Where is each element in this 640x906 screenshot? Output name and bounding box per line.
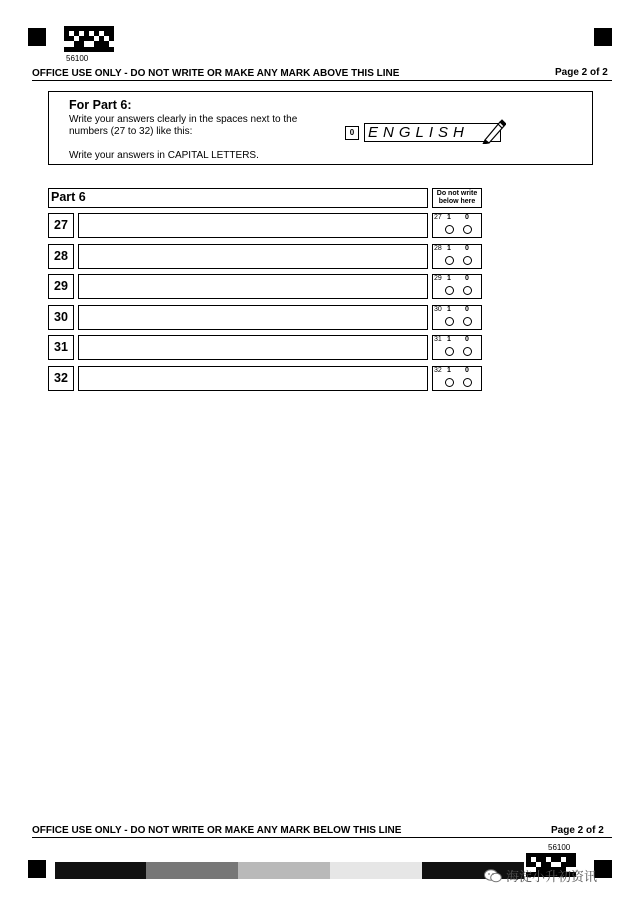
- question-row: [48, 244, 484, 269]
- mark-zero-bubble: [463, 347, 472, 356]
- instructions-title: For Part 6:: [69, 98, 132, 112]
- marking-number: 32: [434, 367, 442, 374]
- example-number: 0: [345, 126, 359, 140]
- marking-number: 28: [434, 245, 442, 252]
- mark-zero-label: 0: [465, 306, 469, 313]
- answer-field[interactable]: [78, 213, 428, 238]
- form-code-top: 56100: [66, 54, 89, 63]
- mark-zero-bubble: [463, 256, 472, 265]
- bottom-divider: [32, 837, 612, 838]
- question-number: 28: [48, 244, 74, 269]
- part-6-header: [48, 188, 428, 208]
- mark-zero-label: 0: [465, 336, 469, 343]
- marking-box: [432, 274, 482, 299]
- watermark: [484, 866, 597, 885]
- part-title: Part 6: [51, 190, 86, 204]
- mark-zero-label: 0: [465, 275, 469, 282]
- question-number: 31: [48, 335, 74, 360]
- answer-field[interactable]: [78, 274, 428, 299]
- watermark-text: 海淀小升初资讯: [506, 869, 598, 884]
- mark-one-label: 1: [447, 214, 451, 221]
- example-word: ENGLISH: [368, 124, 469, 141]
- pencil-icon: [482, 118, 506, 144]
- mark-one-label: 1: [447, 306, 451, 313]
- example-answer-field: [364, 123, 501, 142]
- mark-zero-label: 0: [465, 214, 469, 221]
- mark-one-bubble: [445, 225, 454, 234]
- marking-number: 30: [434, 306, 442, 313]
- question-number: 30: [48, 305, 74, 330]
- registration-mark-top-left: [28, 28, 46, 46]
- question-row: [48, 335, 484, 360]
- calibration-bar-black: [55, 862, 146, 879]
- mark-one-label: 1: [447, 275, 451, 282]
- top-divider: [32, 80, 612, 81]
- answer-field[interactable]: [78, 335, 428, 360]
- answer-field[interactable]: [78, 305, 428, 330]
- top-barcode: [64, 26, 114, 52]
- marking-number: 31: [434, 336, 442, 343]
- instructions-box: [48, 91, 593, 165]
- question-row: [48, 305, 484, 330]
- marking-box: [432, 213, 482, 238]
- mark-one-label: 1: [447, 245, 451, 252]
- instructions-line-2: numbers (27 to 32) like this:: [69, 126, 193, 137]
- mark-one-bubble: [445, 347, 454, 356]
- calibration-bar-dark-grey: [146, 862, 238, 879]
- answer-field[interactable]: [78, 366, 428, 391]
- mark-zero-bubble: [463, 286, 472, 295]
- calibration-bar-light-grey: [330, 862, 422, 879]
- marking-number: 29: [434, 275, 442, 282]
- instructions-line-3: Write your answers in CAPITAL LETTERS.: [69, 150, 259, 161]
- mark-one-bubble: [445, 378, 454, 387]
- question-row: [48, 213, 484, 238]
- mark-zero-bubble: [463, 225, 472, 234]
- mark-one-label: 1: [447, 336, 451, 343]
- wechat-icon: [484, 869, 502, 883]
- mark-one-label: 1: [447, 367, 451, 374]
- question-number: 27: [48, 213, 74, 238]
- do-not-write-box: Do not write below here: [432, 188, 482, 208]
- marking-box: [432, 244, 482, 269]
- office-use-bottom-notice: OFFICE USE ONLY - DO NOT WRITE OR MAKE ANY MARK BELOW THIS LINE: [32, 825, 402, 836]
- marking-box: [432, 366, 482, 391]
- mark-zero-label: 0: [465, 245, 469, 252]
- question-number: 29: [48, 274, 74, 299]
- instructions-line-1: Write your answers clearly in the spaces next to the: [69, 114, 298, 125]
- registration-mark-top-right: [594, 28, 612, 46]
- form-code-bottom: 56100: [548, 843, 571, 852]
- mark-zero-bubble: [463, 378, 472, 387]
- question-row: [48, 274, 484, 299]
- office-use-top-notice: OFFICE USE ONLY - DO NOT WRITE OR MAKE ANY MARK ABOVE THIS LINE: [32, 68, 400, 79]
- mark-zero-label: 0: [465, 367, 469, 374]
- marking-box: [432, 305, 482, 330]
- mark-one-bubble: [445, 256, 454, 265]
- answer-field[interactable]: [78, 244, 428, 269]
- question-row: [48, 366, 484, 391]
- mark-zero-bubble: [463, 317, 472, 326]
- page-number-bottom: Page 2 of 2: [551, 825, 604, 836]
- question-number: 32: [48, 366, 74, 391]
- registration-mark-bottom-left: [28, 860, 46, 878]
- mark-one-bubble: [445, 317, 454, 326]
- marking-number: 27: [434, 214, 442, 221]
- marking-box: [432, 335, 482, 360]
- page-number-top: Page 2 of 2: [555, 67, 608, 78]
- mark-one-bubble: [445, 286, 454, 295]
- calibration-bar-mid-grey: [238, 862, 330, 879]
